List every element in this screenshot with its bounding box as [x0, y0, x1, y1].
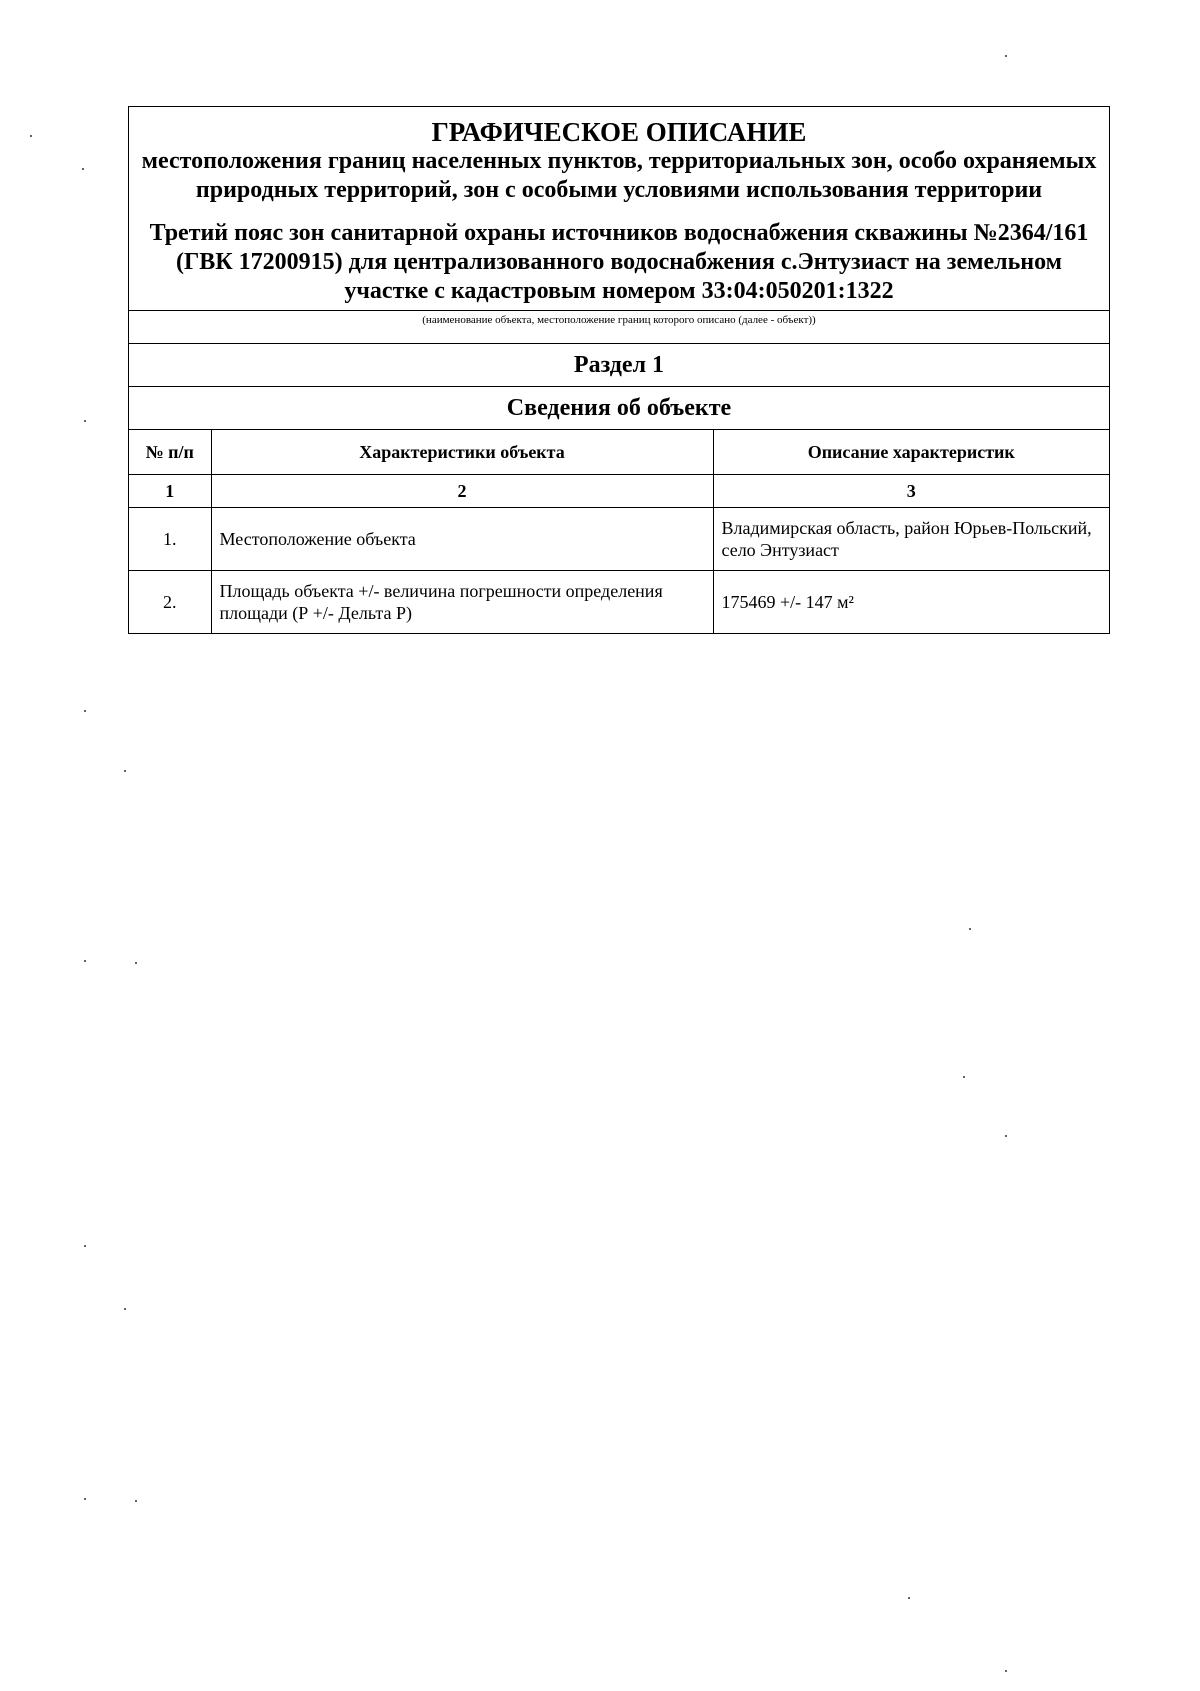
scan-speck	[969, 928, 971, 930]
scan-speck	[908, 1597, 910, 1599]
document-title: ГРАФИЧЕСКОЕ ОПИСАНИЕ	[431, 117, 807, 147]
row-number: 1.	[129, 508, 211, 571]
table-row	[129, 508, 1109, 571]
section-label: Раздел 1	[129, 344, 1109, 387]
scan-speck	[135, 1500, 137, 1502]
row-number: 2.	[129, 571, 211, 634]
scan-speck	[1005, 1670, 1007, 1672]
object-name-caption: (наименование объекта, местоположение границ которого описано (далее - объект))	[129, 311, 1109, 344]
row-description: 175469 +/- 147 м²	[713, 571, 1109, 634]
scan-speck	[1005, 55, 1007, 57]
scan-speck	[82, 168, 84, 170]
section-heading: Сведения об объекте	[129, 387, 1109, 430]
scan-speck	[124, 770, 126, 772]
scan-speck	[84, 420, 86, 422]
document-header	[129, 107, 1109, 311]
scan-speck	[30, 135, 32, 137]
row-characteristic: Площадь объекта +/- величина погрешности определения площади (Р +/- Дельта Р)	[211, 571, 713, 634]
document-frame	[128, 106, 1110, 634]
column-header-characteristic: Характеристики объекта	[211, 430, 713, 475]
row-description: Владимирская область, район Юрьев-Польский, село Энтузиаст	[713, 508, 1109, 571]
scan-speck	[84, 1245, 86, 1247]
table-index-row	[129, 475, 1109, 508]
scan-speck	[135, 962, 137, 964]
column-index-1: 1	[129, 475, 211, 508]
table-row	[129, 571, 1109, 634]
scan-speck	[1005, 1135, 1007, 1137]
scan-speck	[124, 1308, 126, 1310]
document-subtitle: местоположения границ населенных пунктов, территориальных зон, особо охраняемых природных территорий, зон с особыми условиями использования территории	[141, 148, 1097, 203]
column-index-2: 2	[211, 475, 713, 508]
column-header-description: Описание характеристик	[713, 430, 1109, 475]
scan-speck	[84, 960, 86, 962]
column-index-3: 3	[713, 475, 1109, 508]
scan-speck	[84, 710, 86, 712]
column-header-number: № п/п	[129, 430, 211, 475]
table-header-row	[129, 430, 1109, 475]
scan-speck	[963, 1076, 965, 1078]
object-name: Третий пояс зон санитарной охраны источников водоснабжения скважины №2364/161 (ГВК 17200915) для централизованного водоснабжения с.Энтузиаст на земельном участке с кадастровым номером 33:04:050201:1322	[149, 220, 1089, 304]
row-characteristic: Местоположение объекта	[211, 508, 713, 571]
object-info-table	[129, 430, 1109, 633]
scan-speck	[84, 1498, 86, 1500]
